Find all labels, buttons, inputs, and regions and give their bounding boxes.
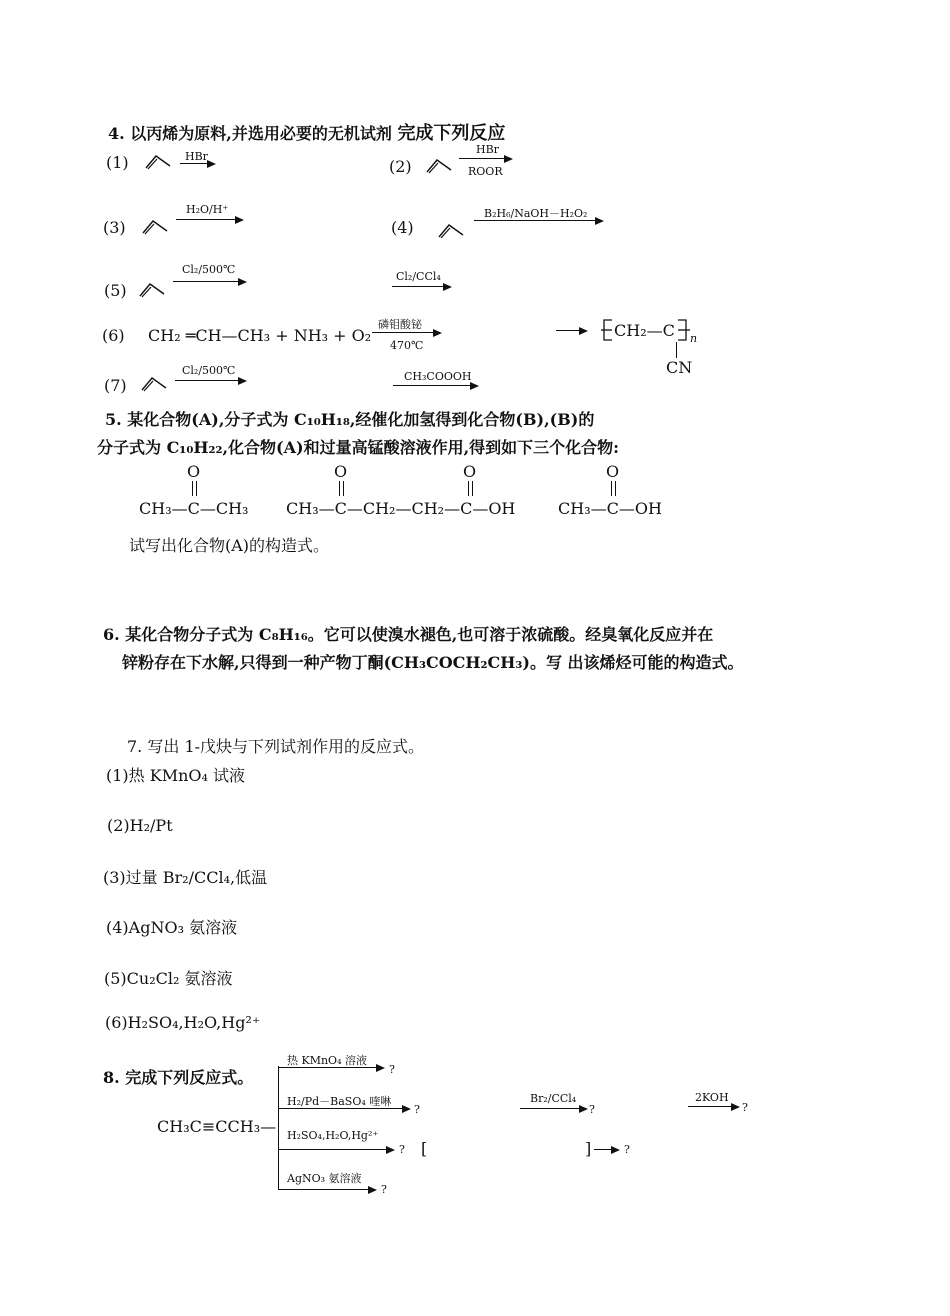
double-bond-line (468, 481, 469, 496)
reaction-arrow (279, 1067, 383, 1068)
propene-icon (140, 374, 170, 392)
q8-branch1-reagent: 热 KMnO₄ 溶液 (287, 1054, 367, 1067)
q4-item7-second-reagent: CH₃COOOH (404, 370, 472, 383)
reaction-arrow (175, 380, 245, 381)
q4-item7-label: (7) (104, 376, 127, 395)
q5-compound3: CH₃—C—OH (558, 499, 662, 518)
double-bond-line (472, 481, 473, 496)
q8-branch4-product: ? (381, 1183, 387, 1196)
q5-line2: 分子式为 C₁₀H₂₂,化合物(A)和过量高锰酸溶液作用,得到如下三个化合物: (97, 438, 620, 457)
q4-item6-label: (6) (102, 326, 125, 345)
reaction-arrow (180, 163, 214, 164)
reaction-arrow (556, 330, 586, 331)
polymer-bracket-right (676, 318, 690, 342)
reaction-arrow (372, 332, 440, 333)
oxygen-label: O (463, 462, 477, 481)
q7-item5: (5)Cu₂Cl₂ 氨溶液 (104, 969, 233, 988)
q4-item3-label: (3) (103, 218, 126, 237)
propene-icon (437, 221, 467, 239)
q8-bracket-open: [ (421, 1139, 428, 1158)
q8-step3-reagent: 2KOH (695, 1091, 729, 1104)
reaction-arrow (459, 158, 511, 159)
q4-item2-reagent-top: HBr (476, 143, 499, 156)
q7-item2: (2)H₂/Pt (107, 816, 173, 835)
q4-item2-reagent-bottom: ROOR (468, 165, 503, 178)
polymer-bracket-left (600, 318, 614, 342)
reaction-arrow (688, 1106, 738, 1107)
oxygen-label: O (606, 462, 620, 481)
double-bond-line (196, 481, 197, 496)
q5-line1: 5. 某化合物(A),分子式为 C₁₀H₁₈,经催化加氢得到化合物(B),(B)的 (105, 410, 595, 429)
q8-step3-product: ? (742, 1101, 748, 1114)
q8-branch2-product: ? (414, 1103, 420, 1116)
q6-line2: 锌粉存在下水解,只得到一种产物丁酮(CH₃COCH₂CH₃)。写 出该烯烃可能的构造式。 (122, 653, 744, 672)
q8-bracket-product: ? (624, 1143, 630, 1156)
q4-item6-product-group: CN (666, 358, 693, 377)
q8-reactant: CH₃C≡CCH₃— (157, 1117, 277, 1136)
q8-branch2-reagent: H₂/Pd－BaSO₄ 喹啉 (287, 1095, 392, 1108)
reaction-arrow (279, 1189, 375, 1190)
double-bond-line (615, 481, 616, 496)
double-bond-line (343, 481, 344, 496)
q8-branch3-product: ? (399, 1143, 405, 1156)
q4-item1-reagent: HBr (185, 150, 208, 163)
q8-branch3-reagent: H₂SO₄,H₂O,Hg²⁺ (287, 1129, 379, 1142)
q4-item5-second-reagent: Cl₂/CCl₄ (396, 270, 441, 283)
q4-item4-reagent: B₂H₆/NaOH－H₂O₂ (484, 207, 588, 220)
q4-item6-reagent-bottom: 470℃ (390, 339, 424, 352)
propene-icon (425, 156, 455, 174)
q4-item6-product: CH₂—C (614, 321, 675, 340)
double-bond-line (339, 481, 340, 496)
q5-question: 试写出化合物(A)的构造式。 (129, 536, 330, 555)
reaction-arrow (279, 1108, 409, 1109)
q8-bracket-close: ] (585, 1139, 592, 1158)
propene-icon (141, 217, 171, 235)
propene-icon (144, 152, 174, 170)
q8-step2-product: ? (589, 1103, 595, 1116)
oxygen-label: O (187, 462, 201, 481)
q5-compound2: CH₃—C—CH₂—CH₂—C—OH (286, 499, 516, 518)
q4-item4-label: (4) (391, 218, 414, 237)
q4-title-bold: 完成下列反应 (397, 123, 506, 144)
q4-title-text: 4. 以丙烯为原料,并选用必要的无机试剂 (108, 124, 392, 143)
bond-line (676, 342, 677, 358)
double-bond-line (611, 481, 612, 496)
q8-branch1-product: ? (389, 1063, 395, 1076)
q7-title: 7. 写出 1-戊炔与下列试剂作用的反应式。 (127, 737, 425, 756)
propene-icon (138, 280, 168, 298)
q4-title (108, 119, 505, 145)
double-bond-line (192, 481, 193, 496)
q7-item1: (1)热 KMnO₄ 试液 (106, 766, 246, 785)
reaction-arrow (173, 281, 245, 282)
q8-step2-reagent: Br₂/CCl₄ (530, 1092, 577, 1105)
reaction-arrow (393, 385, 477, 386)
q5-compound1: CH₃—C—CH₃ (139, 499, 249, 518)
q4-item6-reagent-top: 磷钼酸铋 (378, 318, 422, 331)
q4-item5-reagent: Cl₂/500℃ (182, 263, 236, 276)
reaction-arrow (176, 219, 242, 220)
branch-line (278, 1066, 279, 1190)
q8-title: 8. 完成下列反应式。 (103, 1068, 254, 1087)
q4-item6-formula: CH₂ ═CH—CH₃ + NH₃ + O₂ (148, 326, 372, 345)
q7-item6: (6)H₂SO₄,H₂O,Hg²⁺ (105, 1013, 261, 1032)
q6-line1: 6. 某化合物分子式为 C₈H₁₆。它可以使溴水褪色,也可溶于浓硫酸。经臭氧化反应并在 (103, 625, 714, 644)
q4-item7-reagent: Cl₂/500℃ (182, 364, 236, 377)
reaction-arrow (392, 286, 450, 287)
q8-branch4-reagent: AgNO₃ 氨溶液 (287, 1172, 362, 1185)
q4-item1-label: (1) (106, 153, 129, 172)
q4-item3-reagent: H₂O/H⁺ (186, 203, 229, 216)
q4-item6-product-sub: n (690, 332, 698, 345)
q4-item5-label: (5) (104, 281, 127, 300)
q7-item4: (4)AgNO₃ 氨溶液 (106, 918, 238, 937)
oxygen-label: O (334, 462, 348, 481)
reaction-arrow (520, 1108, 586, 1109)
reaction-arrow (594, 1149, 618, 1150)
reaction-arrow (279, 1149, 393, 1150)
q4-item2-label: (2) (389, 157, 412, 176)
reaction-arrow (474, 220, 602, 221)
q7-item3: (3)过量 Br₂/CCl₄,低温 (103, 868, 268, 887)
